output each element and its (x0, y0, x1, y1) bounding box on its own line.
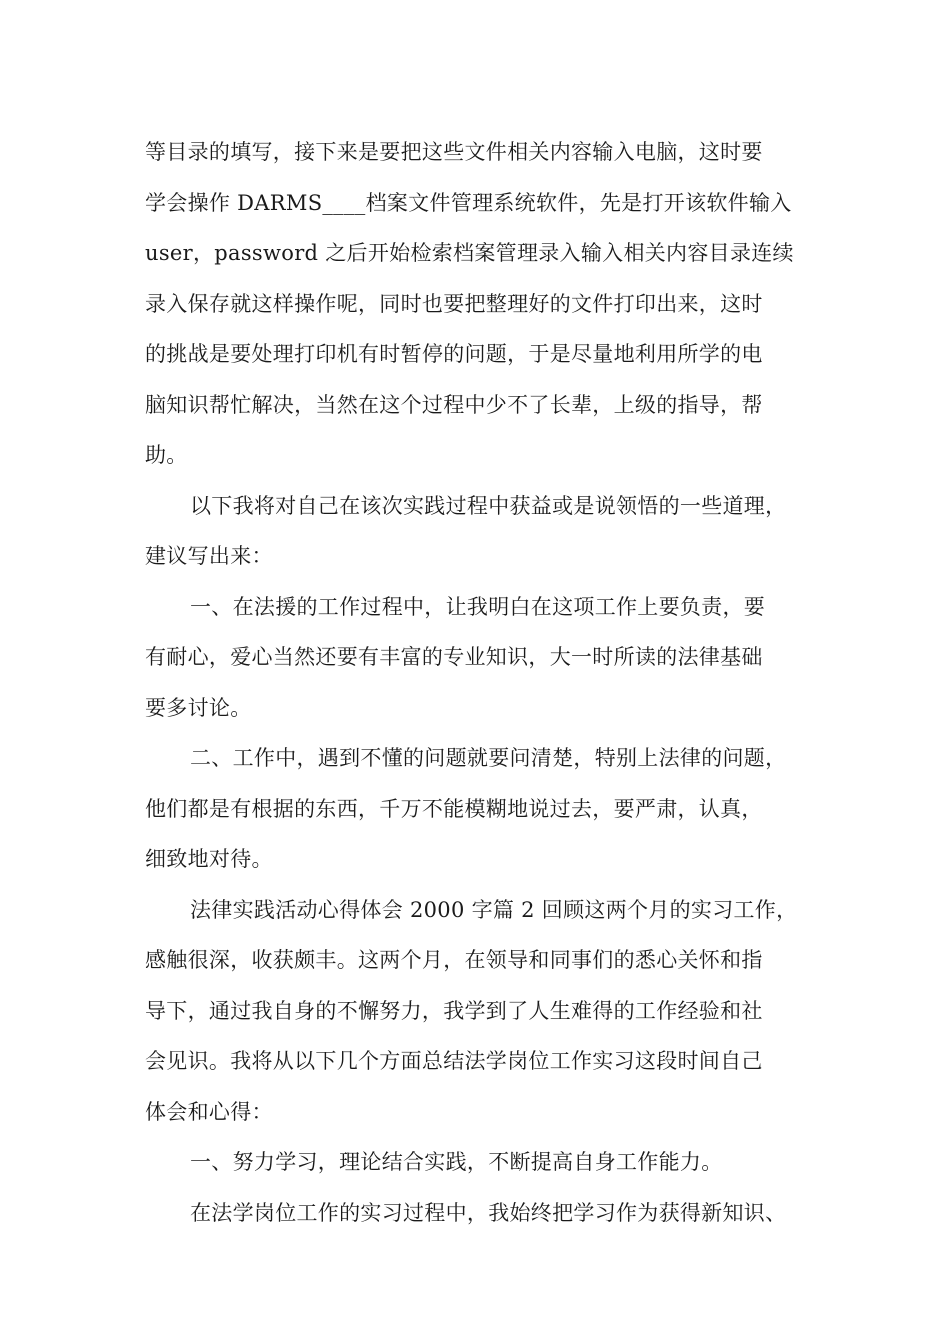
text-line: 细致地对待。 (145, 847, 273, 871)
text-line: 会见识。我将从以下几个方面总结法学岗位工作实习这段时间自己 (145, 1049, 763, 1073)
text-line: 有耐心，爱心当然还要有丰富的专业知识，大一时所读的法律基础 (145, 645, 763, 669)
text-line: 录入保存就这样操作呢，同时也要把整理好的文件打印出来，这时 (145, 291, 763, 316)
text-line: 感触很深，收获颇丰。这两个月，在领导和同事们的悉心关怀和指 (145, 948, 763, 972)
text-line: 他们都是有根据的东西，千万不能模糊地说过去，要严肃，认真， (145, 796, 763, 821)
text-line: user，password 之后开始检索档案管理录入输入相关内容目录连续 (145, 241, 794, 265)
paragraph-start-line: 法律实践活动心得体会 2000 字篇 2 回顾这两个月的实习工作， (190, 897, 798, 922)
text-line: 学会操作 DARMS____档案文件管理系统软件，先是打开该软件输入 (145, 190, 792, 215)
paragraph-start-line: 二、工作中，遇到不懂的问题就要问清楚，特别上法律的问题， (190, 746, 787, 770)
text-line: 导下，通过我自身的不懈努力，我学到了人生难得的工作经验和社 (145, 998, 763, 1023)
text-line: 体会和心得： (145, 1099, 273, 1124)
text-line: 的挑战是要处理打印机有时暂停的问题，于是尽量地利用所学的电 (145, 342, 763, 366)
paragraph-start-line: 在法学岗位工作的实习过程中，我始终把学习作为获得新知识、 (190, 1200, 787, 1225)
text-line: 助。 (145, 443, 188, 467)
text-line: 建议写出来： (145, 544, 273, 568)
document-body (145, 127, 825, 1238)
text-line: 脑知识帮忙解决，当然在这个过程中少不了长辈，上级的指导，帮 (145, 392, 763, 417)
text-line: 要多讨论。 (145, 695, 252, 720)
text-line: 等目录的填写，接下来是要把这些文件相关内容输入电脑，这时要 (145, 140, 763, 164)
paragraph-start-line: 一、在法援的工作过程中，让我明白在这项工作上要负责，要 (190, 594, 766, 619)
section-heading-line: 一、努力学习，理论结合实践，不断提高自身工作能力。 (190, 1150, 723, 1174)
paragraph-start-line: 以下我将对自己在该次实践过程中获益或是说领悟的一些道理， (190, 493, 787, 518)
